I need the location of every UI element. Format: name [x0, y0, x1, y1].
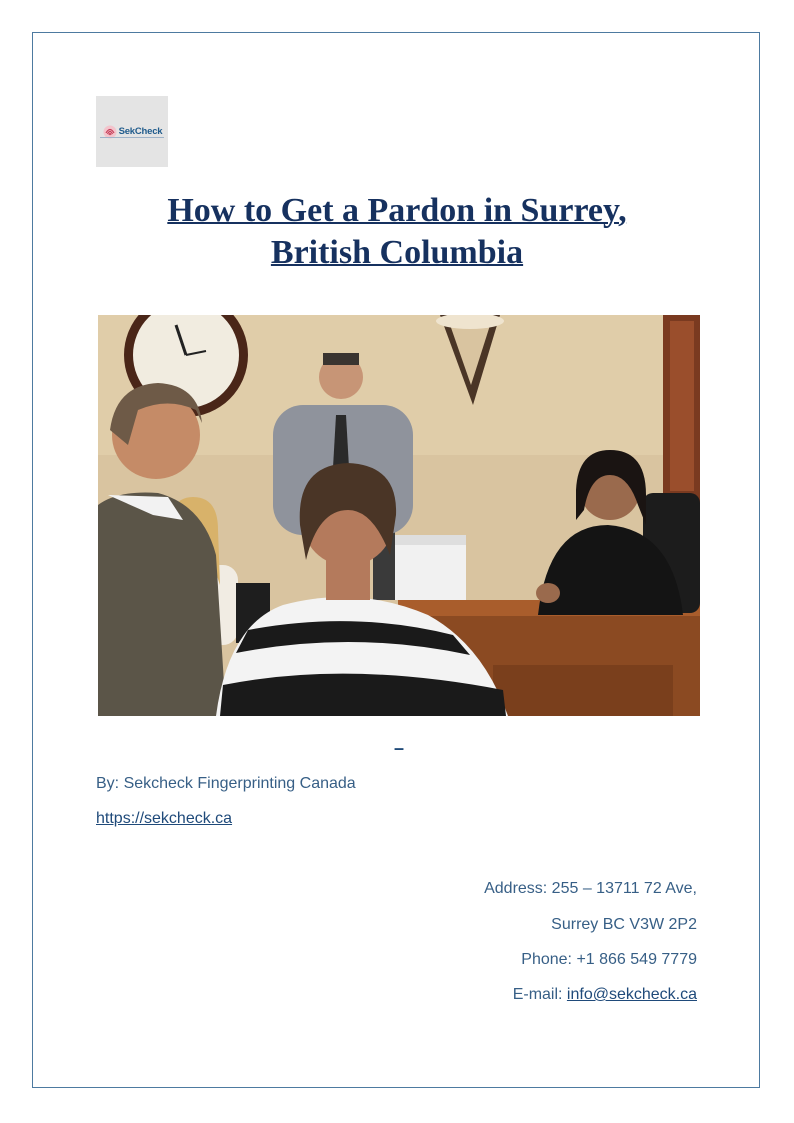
title-line-2: British Columbia: [270, 234, 524, 271]
logo-tagline-rule: [100, 137, 164, 138]
website-link[interactable]: https://sekcheck.ca: [96, 810, 233, 827]
email-label: E-mail:: [512, 986, 567, 1003]
separator-dash: –: [394, 738, 405, 758]
courtroom-photo: [98, 315, 700, 716]
logo-brand-text: SekCheck: [118, 126, 163, 137]
email-line: [377, 986, 697, 1004]
address-line-2: Surrey BC V3W 2P2: [551, 916, 697, 933]
phone-number: Phone: +1 866 549 7779: [521, 951, 697, 968]
address-line-1: Address: 255 – 13711 72 Ave,: [484, 880, 697, 897]
email-link[interactable]: info@sekcheck.ca: [566, 986, 697, 1003]
company-logo: [96, 96, 168, 167]
page-title: [96, 190, 698, 274]
author-byline: By: Sekcheck Fingerprinting Canada: [96, 775, 356, 792]
title-line-1: How to Get a Pardon in Surrey,: [167, 192, 627, 229]
